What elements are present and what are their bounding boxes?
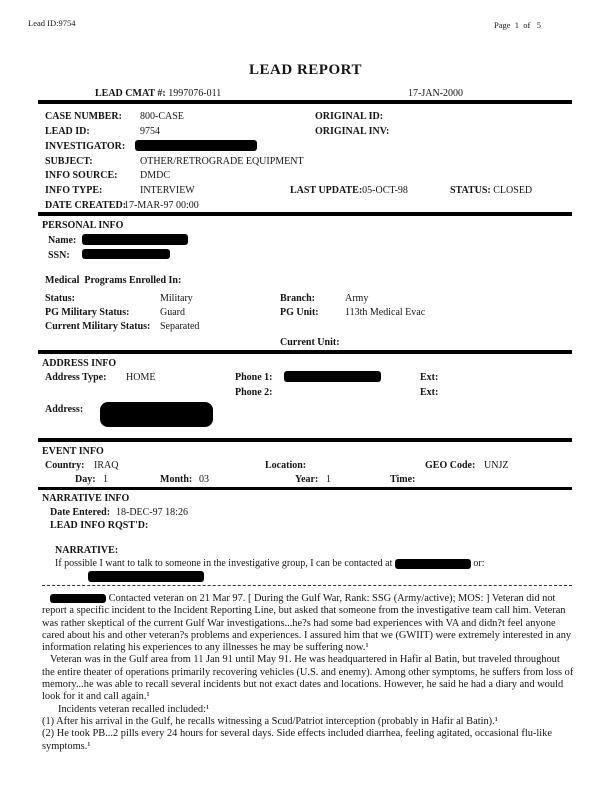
section-divider (38, 212, 572, 216)
ssn-label: SSN: (48, 250, 70, 261)
redaction-bar (88, 571, 204, 582)
date-created-value: 17-MAR-97 00:00 (124, 200, 199, 211)
redaction-bar (82, 249, 170, 259)
phone2-label: Phone 2: (235, 387, 273, 398)
subject-value: OTHER/RETROGRADE EQUIPMENT (140, 156, 304, 167)
dashed-divider (42, 585, 572, 586)
narrative-paragraph: (1) After his arrival in the Gulf, he recalls witnessing a Scud/Patriot interception (probably in Hafir al Batin).¹ (42, 715, 498, 727)
year-value: 1 (326, 474, 331, 485)
header-page-number: Page 1 of 5 (494, 20, 541, 30)
month-value: 03 (199, 474, 209, 485)
redaction-bar (82, 234, 188, 245)
section-divider (38, 350, 572, 354)
investigator-label: INVESTIGATOR: (45, 141, 126, 152)
last-update-label: LAST UPDATE: (290, 185, 363, 196)
branch-value: Army (345, 293, 369, 304)
lead-id-label: LEAD ID: (45, 126, 90, 137)
info-type-value: INTERVIEW (140, 185, 195, 196)
redaction-bar (50, 594, 106, 603)
personal-info-heading: PERSONAL INFO (42, 220, 124, 231)
pg-unit-label: PG Unit: (280, 307, 319, 318)
narrative-contact-line (55, 558, 485, 569)
country-label: Country: (45, 460, 85, 471)
military-status-label: Status: (45, 293, 76, 304)
lead-info-rqstd-label: LEAD INFO RQST'D: (50, 520, 149, 531)
lead-cmat-value: 1997076-011 (168, 88, 222, 99)
narrative-body (42, 593, 574, 753)
event-info-heading: EVENT INFO (42, 446, 104, 457)
country-value: IRAQ (94, 460, 119, 471)
contact-line-suffix: or: (473, 558, 485, 569)
narrative-paragraph: Incidents veteran recalled included:¹ (58, 703, 210, 715)
geo-code-label: GEO Code: (425, 460, 476, 471)
original-inv-label: ORIGINAL INV: (315, 126, 390, 137)
subject-label: SUBJECT: (45, 156, 93, 167)
branch-label: Branch: (280, 293, 315, 304)
medical-programs-heading: Medical Programs Enrolled In: (45, 275, 182, 286)
last-update-value: 05-OCT-98 (362, 185, 408, 196)
narrative-label: NARRATIVE: (55, 545, 119, 556)
current-military-status-value: Separated (160, 321, 200, 332)
current-unit-label: Current Unit: (280, 337, 340, 348)
name-label: Name: (48, 235, 77, 246)
section-divider (38, 100, 572, 104)
page-title: LEAD REPORT (249, 62, 362, 78)
date-created-label: DATE CREATED: (45, 200, 127, 211)
lead-cmat-line (95, 88, 221, 99)
info-type-label: INFO TYPE: (45, 185, 103, 196)
info-source-value: DMDC (140, 170, 171, 181)
address-info-heading: ADDRESS INFO (42, 358, 117, 369)
redaction-bar (284, 371, 381, 382)
status-label: STATUS: (450, 185, 491, 196)
section-divider (38, 487, 572, 490)
redaction-bar (395, 559, 471, 569)
year-label: Year: (295, 474, 319, 485)
last-update (290, 185, 408, 196)
address-type-value: HOME (126, 372, 156, 383)
header-lead-id: Lead ID:9754 (28, 18, 76, 28)
contact-line-text: If possible I want to talk to someone in the investigative group, I can be contacted at (55, 558, 393, 569)
narrative-info-heading: NARRATIVE INFO (42, 493, 130, 504)
ext2-label: Ext: (420, 387, 439, 398)
day-label: Day: (75, 474, 96, 485)
original-id-label: ORIGINAL ID: (315, 111, 384, 122)
day-value: 1 (103, 474, 108, 485)
narrative-paragraph: Veteran was in the Gulf area from 11 Jan 91 until May 91. He was headquartered in Hafir al Batin, but traveled throughout the entire theater of operations primarily recovering vehicles (U.S. and enemy). Among other symptoms, he suffers from loss of memory...he was able to recall several incidents but not exact dates and locations. However, he said he had a diary and would look for it and call again.¹ (42, 654, 574, 703)
geo-code-value: UNJZ (484, 460, 509, 471)
date-entered-label: Date Entered: (50, 507, 111, 518)
ext1-label: Ext: (420, 372, 439, 383)
pg-military-status-value: Guard (160, 307, 185, 318)
redaction-bar (135, 140, 257, 151)
narrative-paragraph-text: Contacted veteran on 21 Mar 97. [ During the Gulf War, Rank: SSG (Army/active); MOS: ] Veteran did not report a specific incident to the Incident Reporting Line, but asked that someone from the investigative team call him. Veteran was rather skeptical of the current Gulf War investigations...he?s had some bad experiences with VA and didn?t feel anyone cared about his and other veteran?s problems and experiences. I assured him that we (GWIIT) were extremely interested in any information relating his experiences to any illnesses he may be suffering now.¹ (42, 593, 572, 654)
status (450, 185, 532, 196)
narrative-paragraph (42, 593, 574, 654)
pg-unit-value: 113th Medical Evac (345, 307, 426, 318)
current-military-status-label: Current Military Status: (45, 321, 151, 332)
lead-cmat-label: LEAD CMAT #: (95, 88, 166, 99)
redaction-bar (100, 402, 213, 427)
address-type-label: Address Type: (45, 372, 107, 383)
address-label: Address: (45, 404, 84, 415)
lead-id-value: 9754 (140, 126, 160, 137)
phone1-label: Phone 1: (235, 372, 273, 383)
month-label: Month: (160, 474, 193, 485)
status-value: CLOSED (493, 185, 533, 196)
military-status-value: Military (160, 293, 193, 304)
case-number-value: 800-CASE (140, 111, 184, 122)
date-entered-value: 18-DEC-97 18:26 (116, 507, 188, 518)
report-date: 17-JAN-2000 (408, 88, 463, 99)
case-number-label: CASE NUMBER: (45, 111, 122, 122)
narrative-paragraph: (2) He took PB...2 pills every 24 hours for several days. Side effects included diarrhea, feeling agitated, occasional flu-like symptoms.¹ (42, 728, 552, 752)
info-source-label: INFO SOURCE: (45, 170, 118, 181)
pg-military-status-label: PG Military Status: (45, 307, 130, 318)
location-label: Location: (265, 460, 307, 471)
time-label: Time: (390, 474, 416, 485)
section-divider (38, 438, 572, 442)
